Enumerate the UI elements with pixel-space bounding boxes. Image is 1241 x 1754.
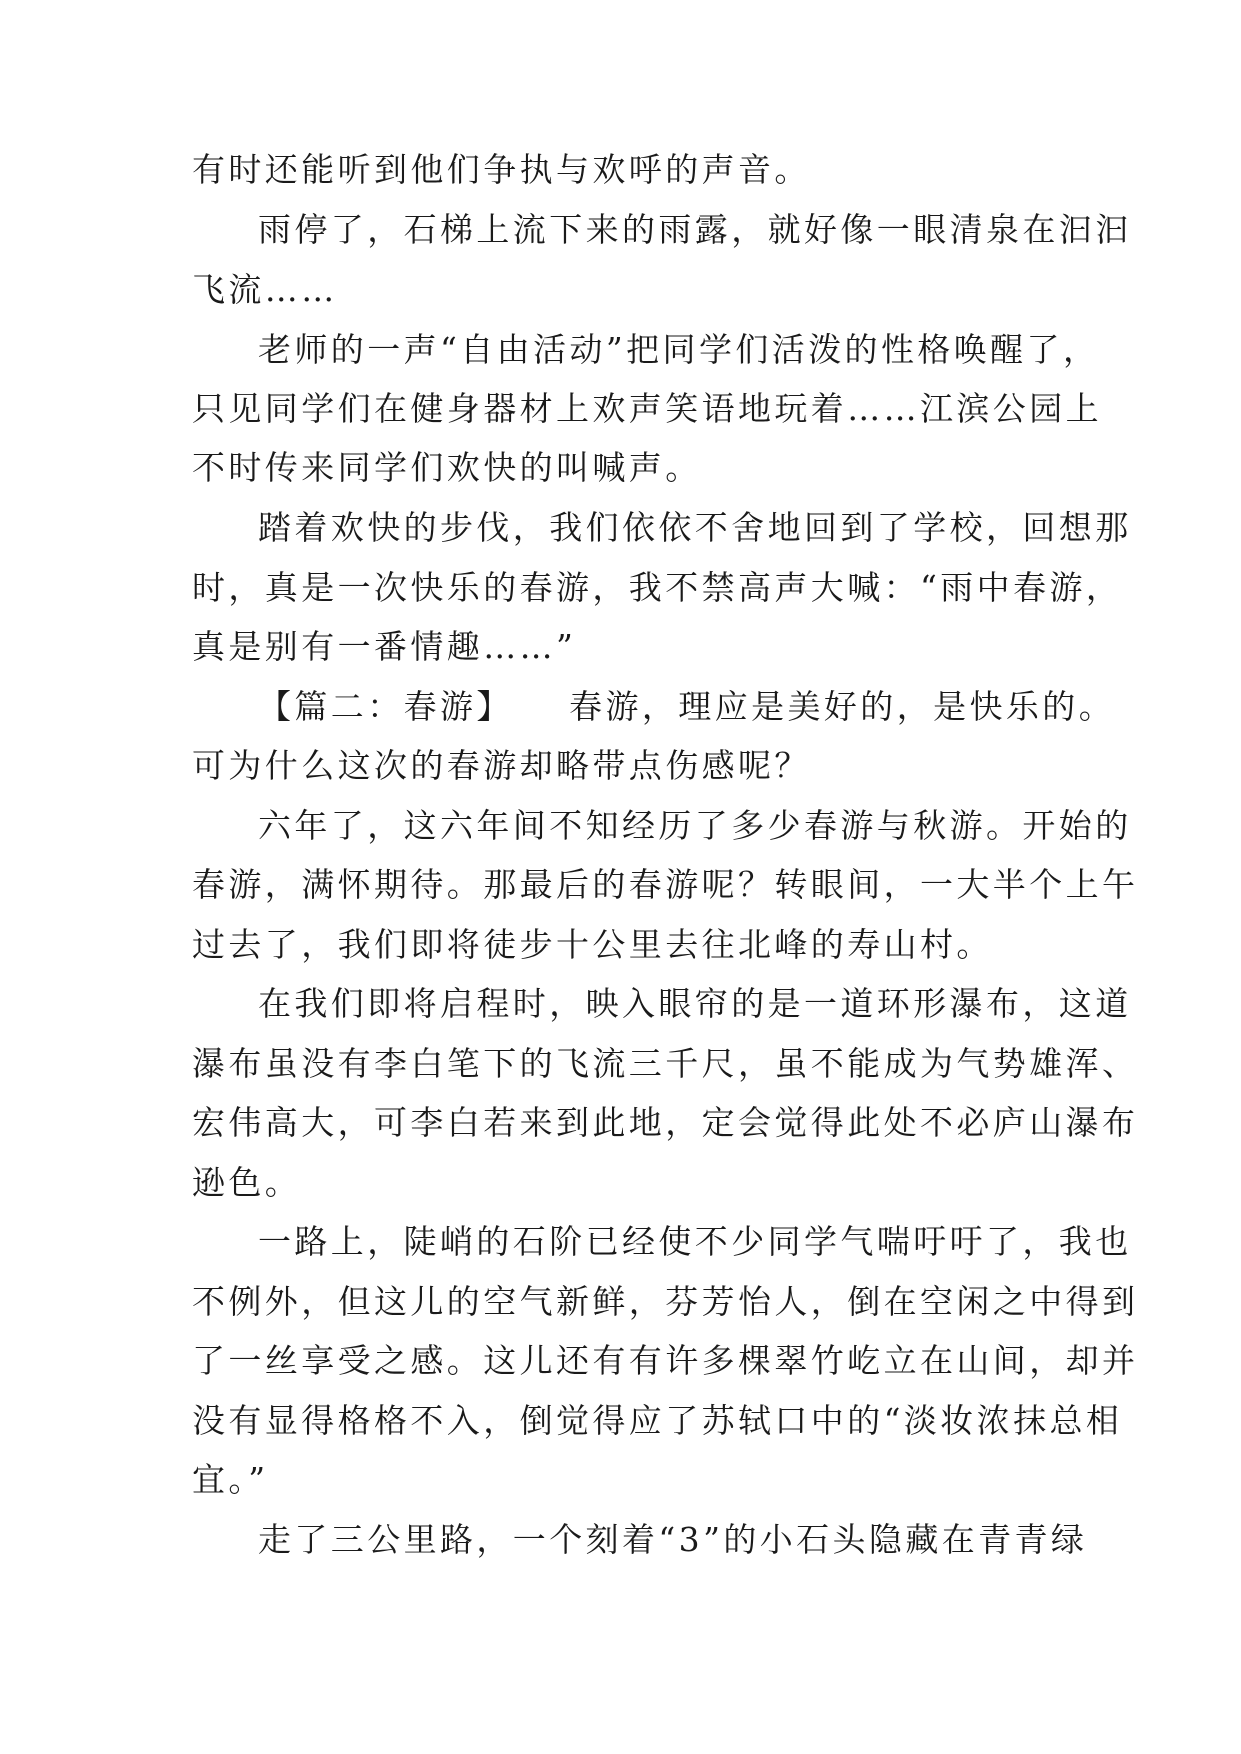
text-line: 飞流…… <box>192 270 338 309</box>
text-line: 有时还能听到他们争执与欢呼的声音。 <box>192 150 811 189</box>
text-line: 可为什么这次的春游却略带点伤感呢？ <box>192 746 811 785</box>
text-line: 春游，满怀期待。那最后的春游呢？转眼间，一大半个上午 <box>192 865 1139 904</box>
text-line: 只见同学们在健身器材上欢声笑语地玩着……江滨公园上 <box>192 389 1102 428</box>
text-line: 不例外，但这儿的空气新鲜，芬芳怡人，倒在空闲之中得到 <box>192 1282 1139 1321</box>
text-line: 逊色。 <box>192 1163 302 1202</box>
text-line: 不时传来同学们欢快的叫喊声。 <box>192 448 702 487</box>
paragraph-start: 在我们即将启程时，映入眼帘的是一道环形瀑布，这道 <box>258 984 1132 1023</box>
paragraph-start: 走了三公里路，一个刻着“3”的小石头隐藏在青青绿 <box>258 1520 1088 1559</box>
text-line: 真是别有一番情趣……” <box>192 627 577 666</box>
text-line: 过去了，我们即将徒步十公里去往北峰的寿山村。 <box>192 925 993 964</box>
text-line: 瀑布虽没有李白笔下的飞流三千尺，虽不能成为气势雄浑、 <box>192 1044 1139 1083</box>
text-line: 时，真是一次快乐的春游，我不禁高声大喊：“雨中春游， <box>192 568 1123 607</box>
paragraph-start: 雨停了，石梯上流下来的雨露，就好像一眼清泉在汩汩 <box>258 210 1132 249</box>
paragraph-start: 老师的一声“自由活动”把同学们活泼的性格唤醒了， <box>258 330 1100 369</box>
paragraph-start: 六年了，这六年间不知经历了多少春游与秋游。开始的 <box>258 806 1132 845</box>
text-line: 宏伟高大，可李白若来到此地，定会觉得此处不必庐山瀑布 <box>192 1103 1139 1142</box>
paragraph-start: 一路上，陡峭的石阶已经使不少同学气喘吁吁了，我也 <box>258 1222 1132 1261</box>
text-line: 了一丝享受之感。这儿还有有许多棵翠竹屹立在山间，却并 <box>192 1341 1139 1380</box>
section-heading-line: 【篇二：春游】 春游，理应是美好的，是快乐的。 <box>258 687 1116 726</box>
text-line: 宜。” <box>192 1460 269 1499</box>
text-line: 没有显得格格不入，倒觉得应了苏轼口中的“淡妆浓抹总相 <box>192 1401 1123 1440</box>
paragraph-start: 踏着欢快的步伐，我们依依不舍地回到了学校，回想那 <box>258 508 1132 547</box>
